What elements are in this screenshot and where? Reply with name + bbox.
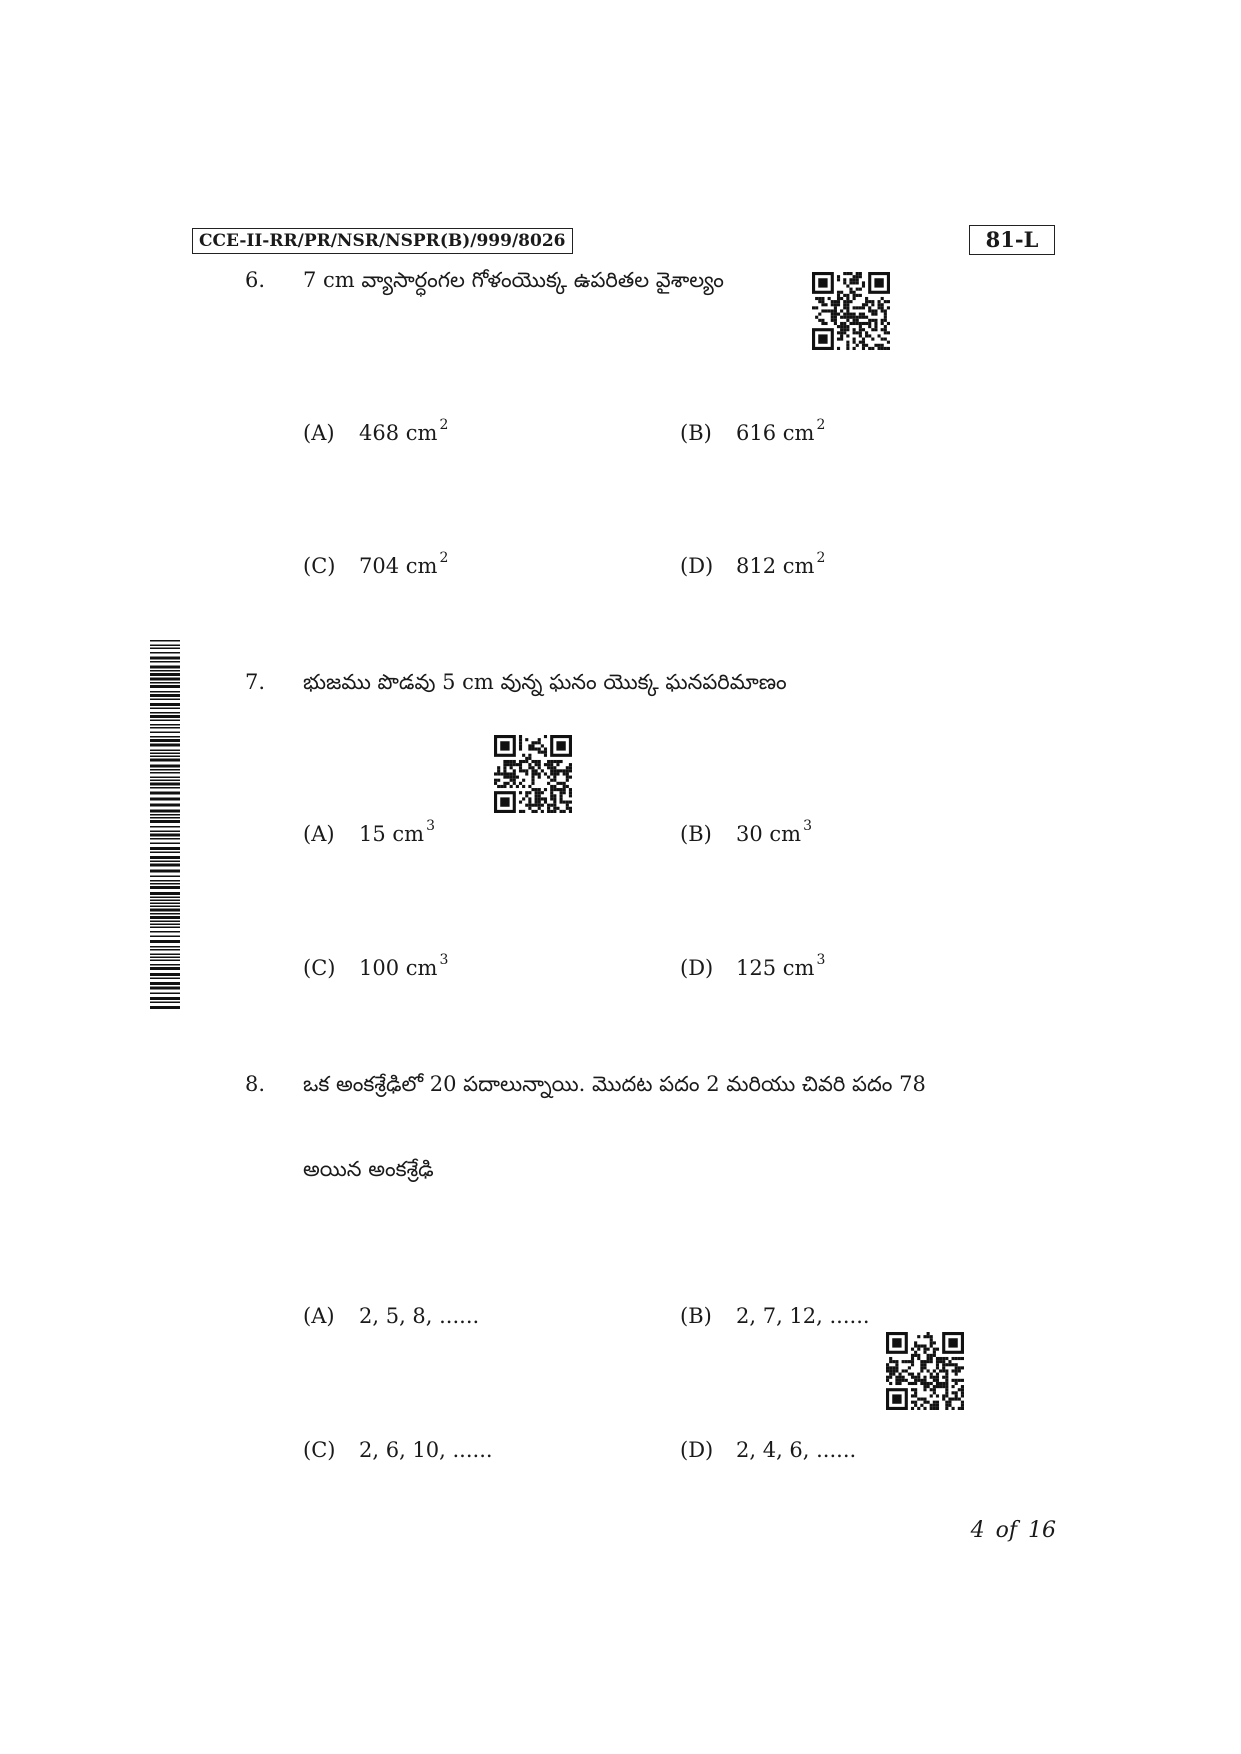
option-value: 100 cm (359, 956, 438, 980)
option-label: (C) (303, 554, 336, 578)
side-barcode (150, 640, 180, 1010)
option-value: 125 cm (736, 956, 815, 980)
option-d (680, 949, 825, 982)
option-exponent: 2 (816, 550, 826, 566)
option-label: (A) (303, 822, 335, 846)
option-value: 2, 4, 6, ...... (736, 1438, 857, 1462)
option-b (680, 1302, 870, 1330)
qr-code-q7 (494, 735, 572, 813)
option-label: (C) (303, 1438, 336, 1462)
qr-code-q8 (886, 1332, 964, 1410)
option-value: 704 cm (359, 554, 438, 578)
option-value: 30 cm (736, 822, 802, 846)
option-exponent: 3 (439, 952, 449, 968)
option-label: (D) (680, 956, 714, 980)
option-exponent: 2 (439, 550, 449, 566)
option-d (680, 547, 825, 580)
question-text-line-2: అయిన అంకశ్రేఢి (303, 1157, 434, 1181)
option-c (303, 1436, 493, 1464)
option-label: (B) (680, 421, 712, 445)
option-a (303, 414, 448, 447)
option-d (680, 1436, 856, 1464)
paper-code: 81-L (969, 225, 1055, 255)
option-exponent: 3 (803, 818, 812, 834)
question-text-line-1: ఒక అంకశ్రేఢిలో 20 పదాలున్నాయి. మొదట పదం 2 మరియు చివరి పదం 78 (303, 1072, 926, 1096)
question-text: 7 cm వ్యాసార్ధంగల గోళంయొక్క ఉపరితల వైశాల్యం (303, 268, 724, 292)
option-a (303, 1302, 479, 1330)
question-number: 7. (245, 670, 266, 694)
option-c (303, 547, 448, 580)
option-label: (A) (303, 1304, 335, 1328)
option-value: 2, 7, 12, ...... (736, 1304, 870, 1328)
option-exponent: 2 (816, 417, 826, 433)
option-value: 15 cm (359, 822, 425, 846)
option-value: 2, 6, 10, ...... (359, 1438, 493, 1462)
question-number: 8. (245, 1072, 266, 1096)
option-label: (C) (303, 956, 336, 980)
option-value: 812 cm (736, 554, 815, 578)
option-exponent: 3 (816, 952, 826, 968)
option-value: 616 cm (736, 421, 815, 445)
option-exponent: 3 (426, 818, 435, 834)
option-a (303, 815, 435, 848)
exam-code: CCE-II-RR/PR/NSR/NSPR(B)/999/8026 (192, 228, 573, 254)
page-number: 4 of 16 (970, 1518, 1056, 1543)
option-value: 468 cm (359, 421, 438, 445)
option-value: 2, 5, 8, ...... (359, 1304, 480, 1328)
qr-code-q6 (812, 272, 890, 350)
option-b (680, 414, 825, 447)
option-label: (D) (680, 554, 714, 578)
question-text: భుజము పొడవు 5 cm వున్న ఘనం యొక్క ఘనపరిమాణం (303, 670, 787, 694)
option-exponent: 2 (439, 417, 449, 433)
option-label: (D) (680, 1438, 714, 1462)
option-label: (B) (680, 822, 712, 846)
option-c (303, 949, 448, 982)
option-b (680, 815, 812, 848)
option-label: (A) (303, 421, 335, 445)
question-number: 6. (245, 268, 266, 292)
option-label: (B) (680, 1304, 712, 1328)
